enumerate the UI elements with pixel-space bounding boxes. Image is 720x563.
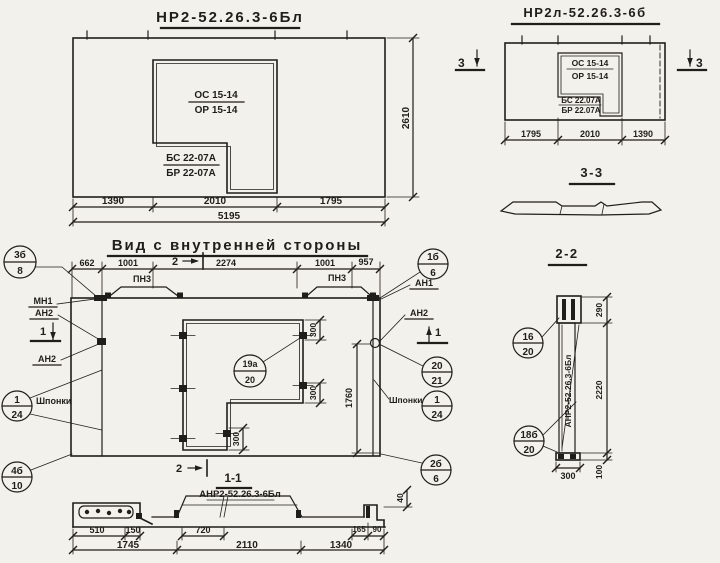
callout-top: 4б <box>11 466 23 477</box>
dim-300: 300 <box>308 322 318 338</box>
inner-view-title: Вид с внутренней стороны <box>111 237 363 254</box>
callout-bottom: 20 <box>523 445 535 456</box>
dim-5195: 5195 <box>217 211 241 222</box>
dim-1795: 1795 <box>520 129 542 139</box>
shponki-label: Шпонки <box>389 395 423 405</box>
dim-300: 300 <box>308 385 318 401</box>
dim-2220: 2220 <box>594 380 604 400</box>
dim-510: 510 <box>89 525 105 535</box>
section-2-label: 2 <box>172 256 179 268</box>
an2-label: АН2 <box>409 308 429 318</box>
dim-300: 300 <box>231 431 241 447</box>
panel-left-title: НР2-52.26.3-6Бл <box>156 9 304 26</box>
opening-mark: ОС 15-14 <box>194 90 238 101</box>
dim-662: 662 <box>79 258 95 268</box>
callout-bottom: 24 <box>11 410 23 421</box>
dim-1340: 1340 <box>329 540 353 551</box>
an1-label: АН1 <box>414 278 434 288</box>
pn3-label: ПН3 <box>328 273 346 283</box>
callout-top: 20 <box>431 361 443 372</box>
callout-top: 18б <box>520 430 538 441</box>
dim-2274: 2274 <box>215 258 237 268</box>
callout-bottom: 24 <box>431 410 443 421</box>
callout-top: 19а <box>242 359 258 369</box>
dim-1390: 1390 <box>101 196 125 207</box>
mn1-label: МН1 <box>33 296 53 306</box>
callout-top: 2б <box>430 459 442 470</box>
section-1-1-title: 1-1 <box>224 471 242 485</box>
callout-top: 3б <box>14 250 26 261</box>
dim-957: 957 <box>358 257 374 267</box>
callout-bottom: 20 <box>522 347 534 358</box>
section-1-label: 1 <box>435 327 442 339</box>
opening-mark: ОР 15-14 <box>194 105 238 116</box>
callout-top: 1б <box>427 252 439 263</box>
dim-2010: 2010 <box>579 129 601 139</box>
block-mark: БР 22.07А <box>561 106 601 115</box>
pn3-label: ПН3 <box>133 274 151 284</box>
callout-top: 1 <box>434 395 440 406</box>
dim-1001: 1001 <box>117 258 139 268</box>
opening-mark: ОР 15-14 <box>571 71 609 81</box>
dim-2610: 2610 <box>401 106 412 130</box>
opening-mark: ОС 15-14 <box>571 58 609 68</box>
callout-top: 16 <box>522 332 534 343</box>
dim-165: 165 <box>352 525 366 534</box>
section-2-2-label: АНР2-52.26.3-6Бл <box>563 354 573 428</box>
block-mark: БС 22.07А <box>561 96 601 105</box>
callout-bottom: 8 <box>17 266 23 277</box>
dim-1745: 1745 <box>116 540 140 551</box>
dim-2010: 2010 <box>203 196 227 207</box>
section-3-label: 3 <box>458 56 465 70</box>
dim-90: 90 <box>372 525 382 534</box>
section-2-label: 2 <box>176 463 183 475</box>
an1-anchor <box>367 295 379 301</box>
dim-100: 100 <box>594 464 604 480</box>
callout-bottom: 20 <box>244 375 256 385</box>
dim-720: 720 <box>195 525 211 535</box>
section-1-1-label: АНР2-52.26.3-6Бл <box>199 489 281 500</box>
block-mark: БР 22-07А <box>166 168 216 179</box>
an2-label: АН2 <box>37 354 57 364</box>
dim-1760: 1760 <box>344 387 354 409</box>
callout-top: 1 <box>14 395 20 406</box>
dim-40: 40 <box>395 493 405 503</box>
dim-1001: 1001 <box>314 258 336 268</box>
section-3-label: 3 <box>696 56 703 70</box>
dim-1390: 1390 <box>632 129 654 139</box>
dim-290: 290 <box>594 302 604 318</box>
an2-label: АН2 <box>34 308 54 318</box>
block-mark: БС 22-07А <box>166 153 216 164</box>
callout-bottom: 10 <box>11 481 23 492</box>
callout-bottom: 6 <box>430 268 436 279</box>
callout-bottom: 6 <box>433 474 439 485</box>
section-2-2-title: 2-2 <box>555 246 579 261</box>
dim-150: 150 <box>125 525 141 535</box>
callout-bottom: 21 <box>431 376 443 387</box>
dim-1795: 1795 <box>319 196 343 207</box>
section-3-3-title: 3-3 <box>580 165 604 180</box>
dim-2110: 2110 <box>236 540 258 551</box>
section-1-label: 1 <box>40 326 47 338</box>
shponki-label: Шпонки <box>36 396 72 406</box>
dim-300: 300 <box>560 471 576 481</box>
panel-right-title: НР2л-52.26.3-6б <box>523 5 647 20</box>
